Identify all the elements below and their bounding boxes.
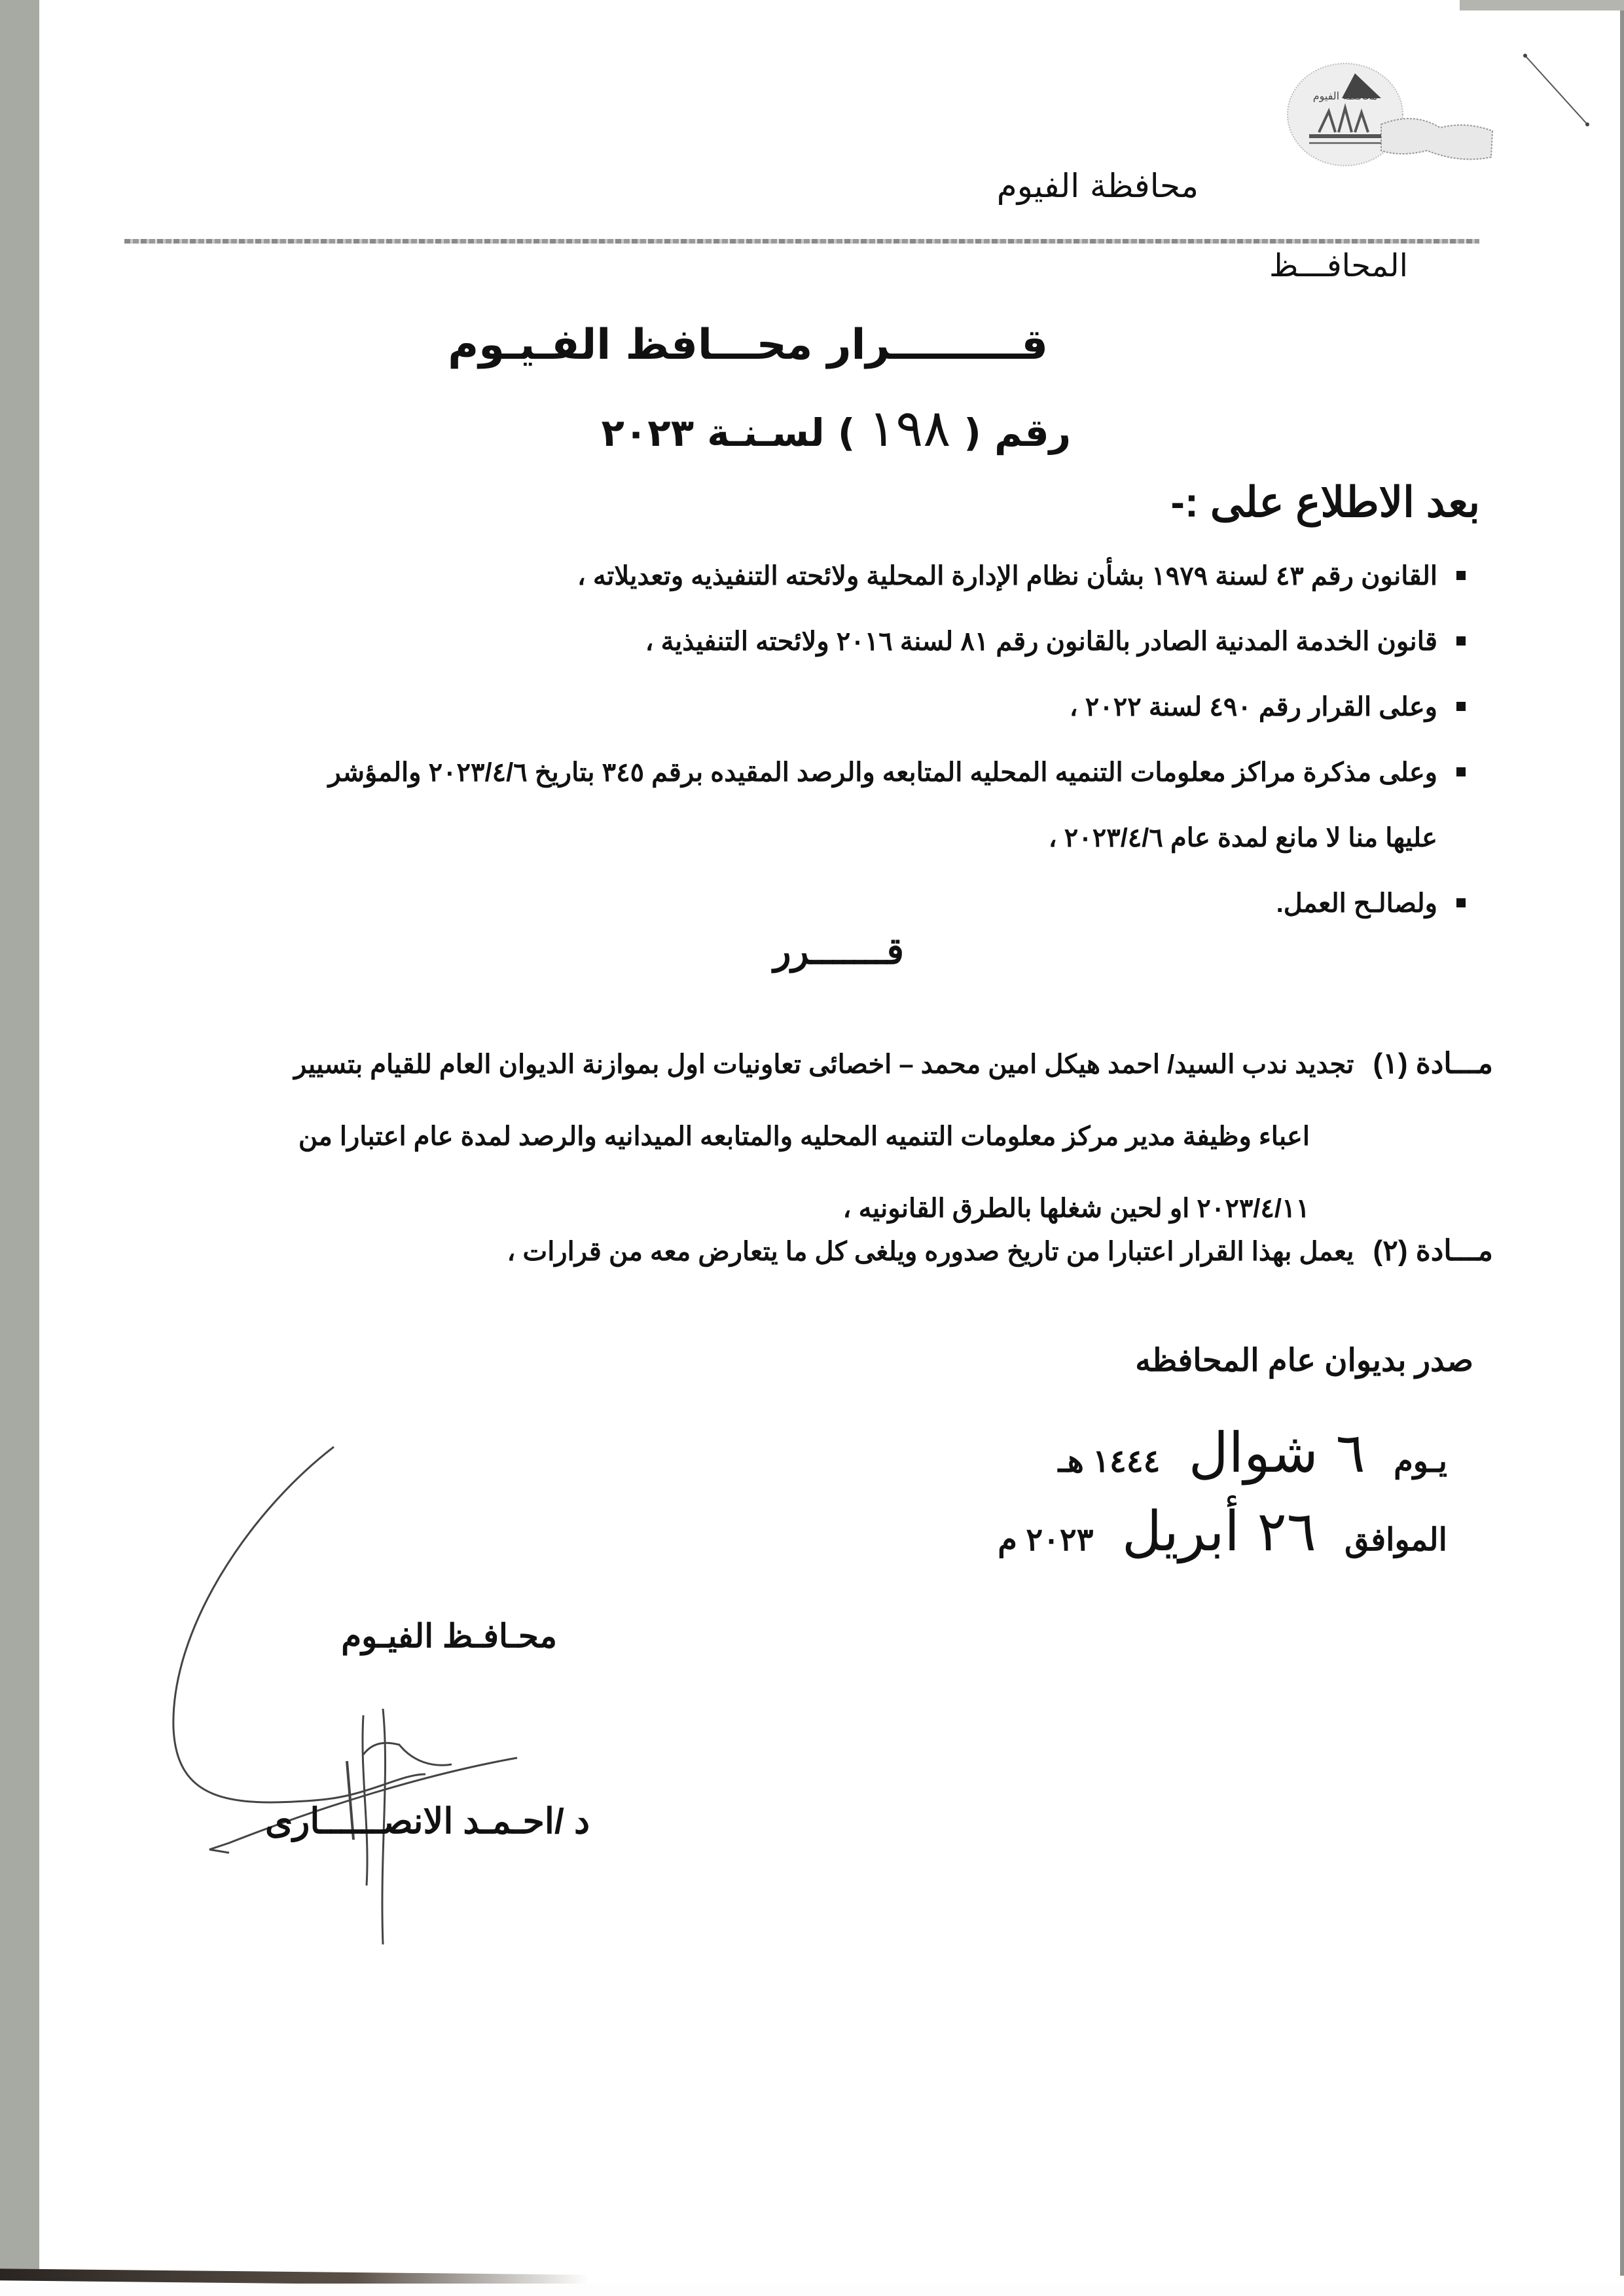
decided-heading: قـــــــرر [773, 930, 904, 972]
scan-edge-bottom [0, 2284, 1624, 2296]
consideration-text: وعلى مذكرة مراكز معلومات التنميه المحليه المتابعه والرصد المقيده برقم ٣٤٥ بتاريخ ٢٠٢٣/٤/٦ والمؤشر [328, 758, 1437, 787]
governorate-name: محافظة الفيوم [996, 167, 1199, 205]
article-line [151, 1028, 1493, 1101]
hijri-date [1058, 1421, 1447, 1485]
consideration-text: القانون رقم ٤٣ لسنة ١٩٧٩ بشأن نظام الإدارة المحلية ولائحته التنفيذيه وتعديلاته ، [577, 562, 1437, 591]
issued-at: صدر بديوان عام المحافظه [1135, 1343, 1473, 1378]
article-line: ٢٠٢٣/٤/١١ او لحين شغلها بالطرق القانونيه ، [842, 1194, 1310, 1223]
hijri-year: ١٤٤٤ هـ [1058, 1444, 1161, 1479]
consideration-item [125, 609, 1500, 674]
square-bullet-icon [1456, 702, 1466, 711]
article-2 [118, 1234, 1493, 1267]
square-bullet-icon [1456, 898, 1466, 907]
preamble-heading: بعد الاطلاع على :- [1170, 479, 1480, 526]
consideration-item [125, 871, 1500, 936]
article-1 [151, 1028, 1493, 1245]
greg-handwritten: ٢٦ أبريل [1121, 1499, 1316, 1563]
governorate-emblem-icon [1283, 59, 1499, 170]
header-divider [124, 239, 1479, 244]
article-text: تجديد ندب السيد/ احمد هيكل امين محمد – اخصائى تعاونيات اول بموازنة الديوان العام للقيام بتسيير [293, 1050, 1354, 1079]
number-label: رقم [994, 410, 1071, 455]
square-bullet-icon [1456, 636, 1466, 646]
greg-prefix: الموافق [1344, 1523, 1447, 1558]
number-open-paren: ( [964, 410, 981, 455]
article-line: اعباء وظيفة مدير مركز معلومات التنميه المحليه والمتابعه الميدانيه والرصد لمدة عام اعتبارا من [298, 1122, 1310, 1151]
consideration-text: وعلى القرار رقم ٤٩٠ لسنة ٢٠٢٢ ، [1069, 693, 1437, 721]
decree-title: قـــــــــرار محـــافظ الفـيـوم [448, 321, 1048, 369]
emblem-text: محافظة الفيوم [1312, 90, 1378, 102]
greg-year: ٢٠٢٣ م [998, 1523, 1094, 1558]
consideration-text: قانون الخدمة المدنية الصادر بالقانون رقم ٨١ لسنة ٢٠١٦ ولائحته التنفيذية ، [645, 627, 1437, 656]
gregorian-date [998, 1499, 1447, 1563]
hijri-prefix: يـوم [1394, 1444, 1447, 1479]
scan-mark-icon [1512, 52, 1597, 137]
consideration-item [125, 740, 1500, 871]
office-label: المحافـــظ [1269, 247, 1408, 284]
number-close-paren: ) [837, 410, 856, 455]
square-bullet-icon [1456, 767, 1466, 776]
decree-year: لسـنـة ٢٠٢٣ [601, 410, 825, 455]
consideration-item [125, 674, 1500, 740]
article-text: يعمل بهذا القرار اعتبارا من تاريخ صدوره ويلغى كل ما يتعارض معه من قرارات ، [507, 1237, 1354, 1266]
scan-edge-top [1460, 0, 1624, 10]
considerations-list [125, 543, 1500, 936]
hijri-handwritten: ٦ شوال [1188, 1421, 1365, 1485]
article-label: مـــادة (٢) [1373, 1235, 1493, 1267]
decree-number-handwritten: ١٩٨ [868, 399, 951, 458]
consideration-item [125, 543, 1500, 609]
scan-edge-right [1620, 10, 1624, 2276]
consideration-text: ولصالـح العمل. [1276, 889, 1437, 918]
square-bullet-icon [1456, 571, 1466, 580]
article-label: مـــادة (١) [1373, 1048, 1493, 1080]
decree-number-line [602, 399, 1072, 458]
consideration-text-continuation: عليها منا لا مانع لمدة عام ٢٠٢٣/٤/٦ ، [1048, 824, 1437, 852]
signatory-title: محـافـظ الفيـوم [341, 1618, 557, 1654]
signatory-name: د /احـمـد الانصــــــارى [264, 1802, 590, 1841]
signature-icon [151, 1434, 556, 1958]
scan-edge-left [0, 0, 39, 2278]
